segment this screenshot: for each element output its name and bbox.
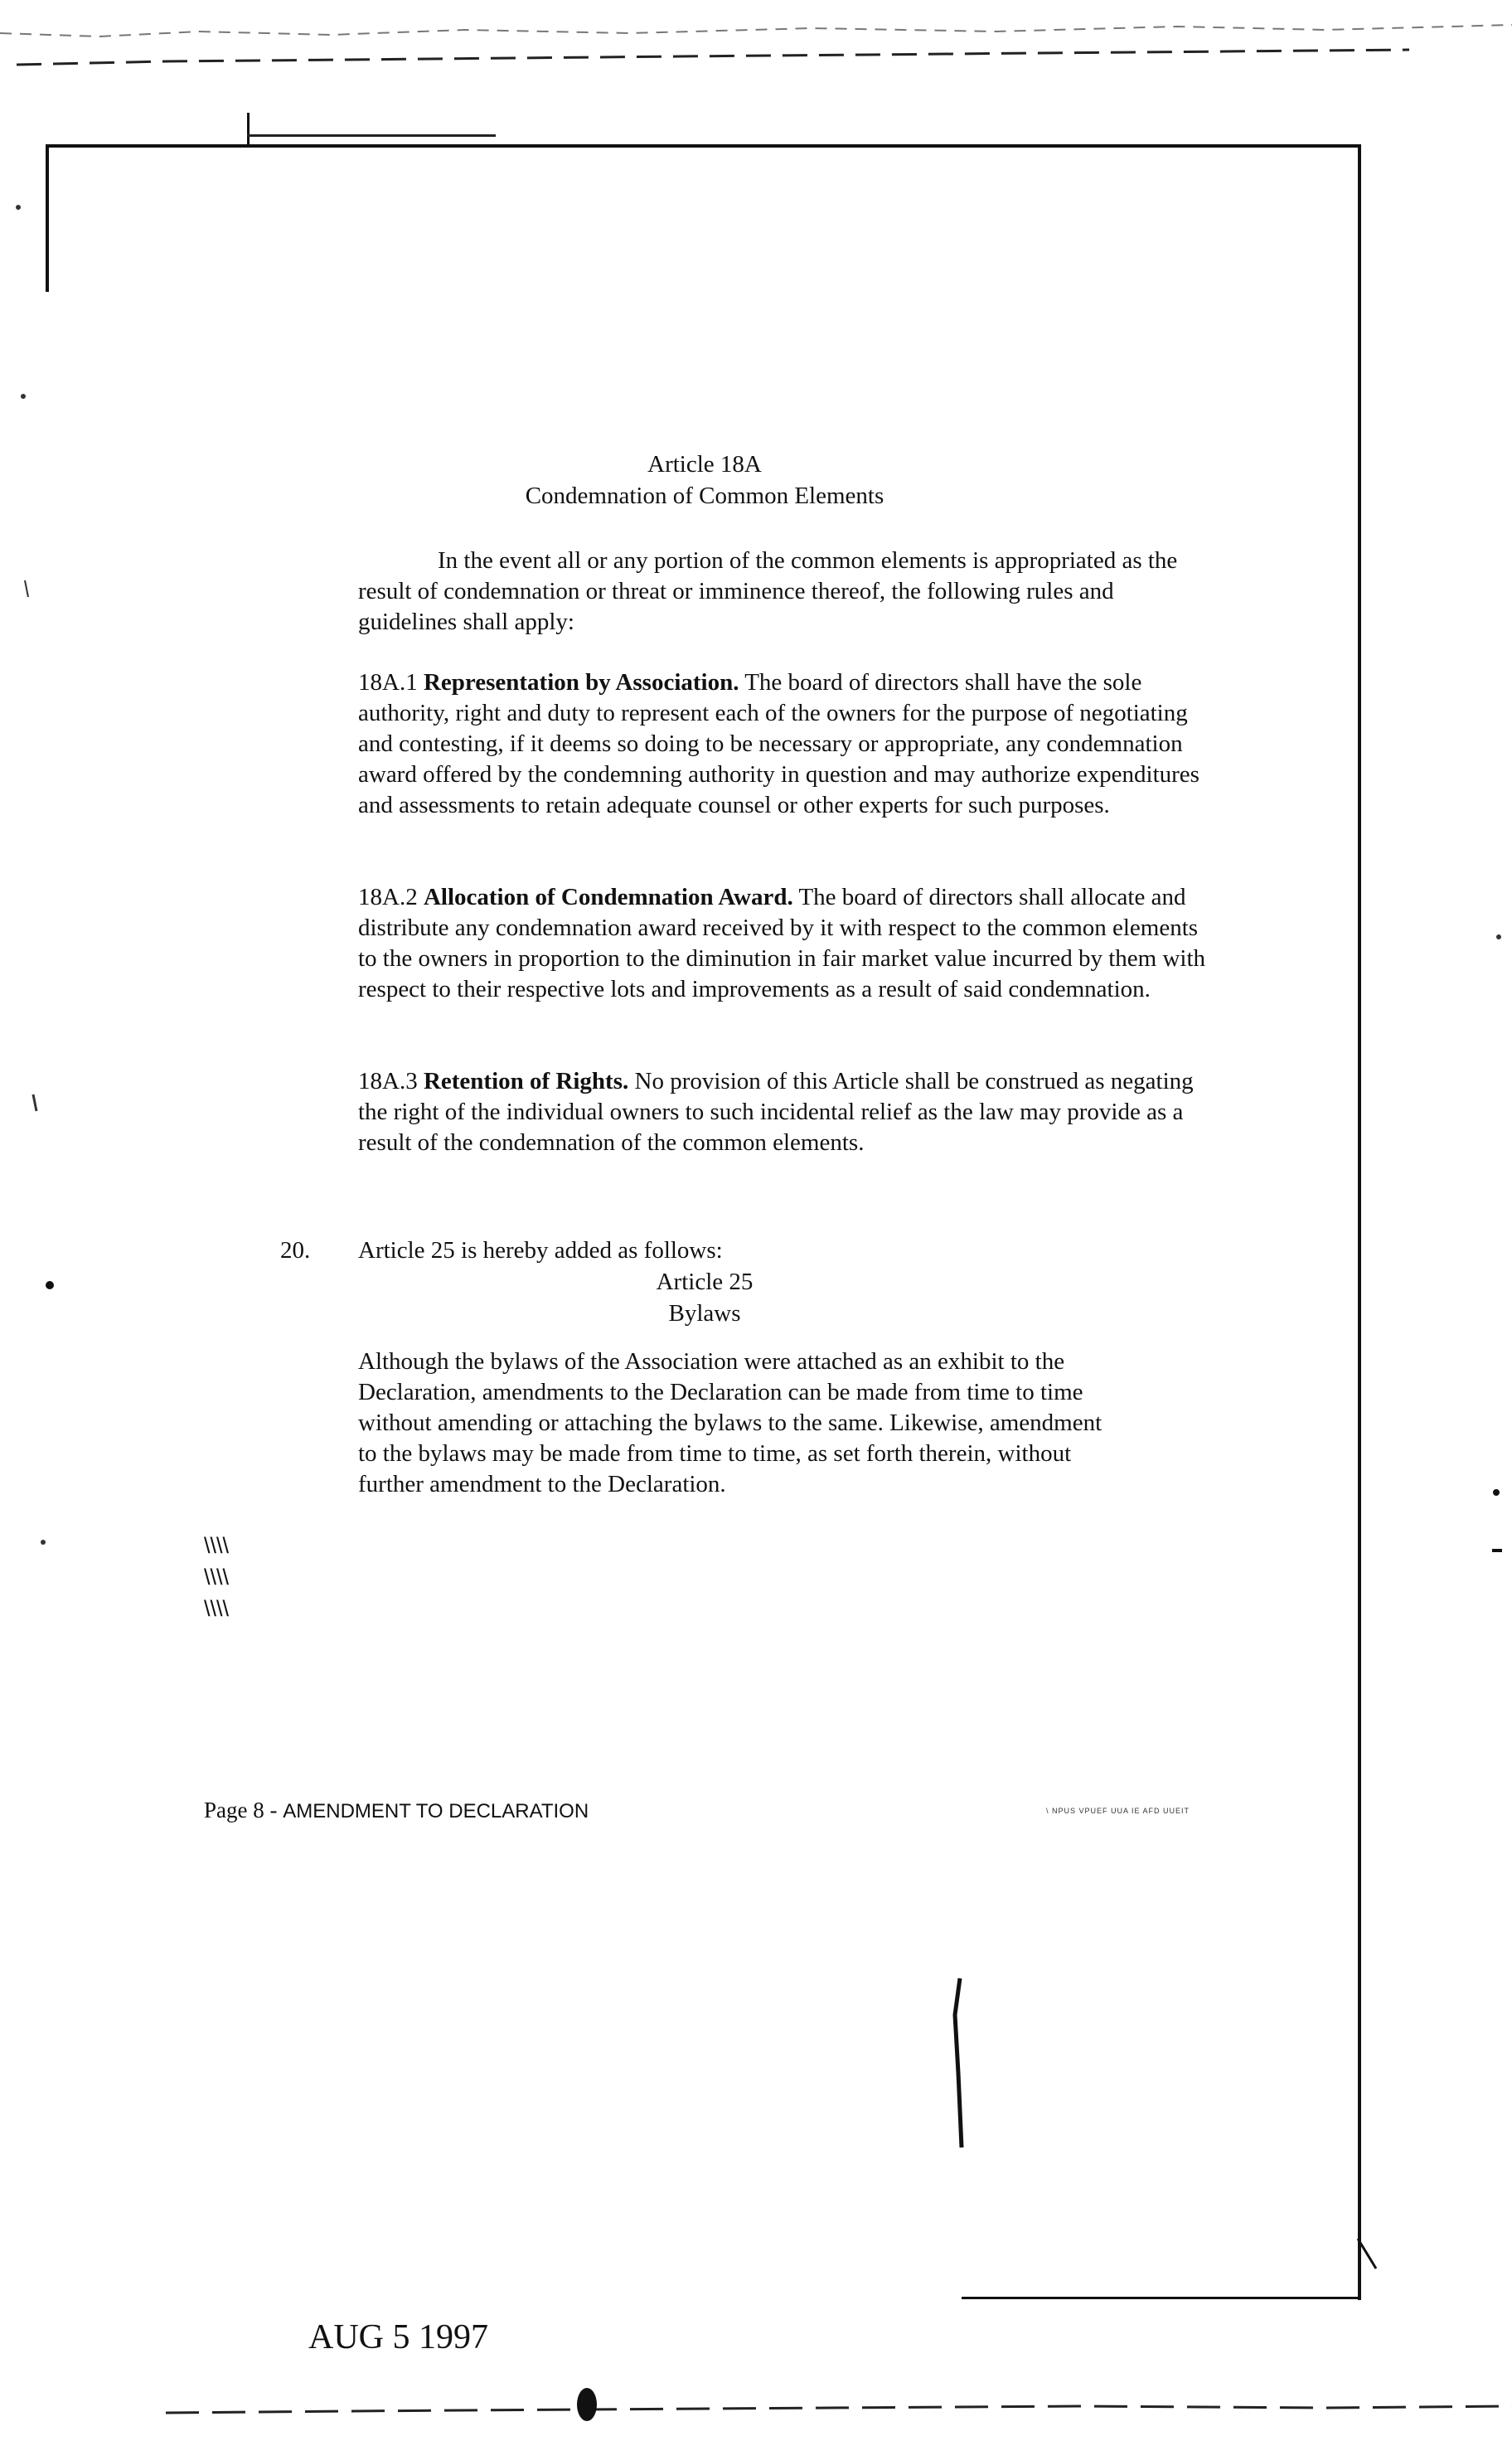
section-18a-3 <box>358 1066 1212 1158</box>
filler-mark: \\\\ <box>204 1565 230 1589</box>
section-18a-1 <box>358 667 1212 821</box>
frame-tab-vertical <box>247 113 250 144</box>
section-number: 18A.2 <box>358 884 418 910</box>
frame-bottom-border <box>962 2297 1361 2299</box>
article-18a-intro: In the event all or any portion of the common elements is appropriated as the result of condemnation or threat or imminence thereof, the following rules and guidelines shall apply: <box>358 547 1178 635</box>
filler-mark: \\\\ <box>204 1533 230 1558</box>
frame-left-border <box>46 144 49 292</box>
section-text: The board of directors shall have the sole authority, right and duty to represent each of the owners for the purpose of negotiating and contesting, if it deems so doing to be necessary or appropriate, any condemnation award offered by the condemning authority in question and may authorize expenditures and assessments to retain adequate counsel or other experts for such purposes. <box>358 669 1199 818</box>
page-number: Page 8 - <box>204 1798 278 1822</box>
section-number: 18A.1 <box>358 669 418 696</box>
filler-mark: \\\\ <box>204 1596 230 1621</box>
section-number: 18A.3 <box>358 1068 418 1094</box>
document-code: \ NPUS VPUEF UUA IE AFD UUEIT <box>1046 1807 1190 1815</box>
article-18a-subtitle: Condemnation of Common Elements <box>525 483 884 509</box>
section-18a-2 <box>358 882 1212 1005</box>
article-25-body: Although the bylaws of the Association were attached as an exhibit to the Declaration, amendments to the Declaration can be made from time to time without amending or attaching the bylaws to the same. Likewise, amendment to the bylaws may be made from time to time, as set forth therein, without further amendment to the Declaration. <box>358 1348 1102 1497</box>
section-text: The board of directors shall allocate and distribute any condemnation award received by it with respect to the common elements to the owners in proportion to the diminution in fair market value incurred by them with respect to their respective lots and improvements as a result of said condemnation. <box>358 884 1206 1002</box>
item-20-text: Article 25 is hereby added as follows: <box>358 1237 723 1264</box>
section-heading: Representation by Association. <box>423 669 739 696</box>
section-heading: Allocation of Condemnation Award. <box>423 884 793 910</box>
article-25-subtitle: Bylaws <box>668 1300 741 1327</box>
section-text: No provision of this Article shall be construed as negating the right of the individual owners to such incidental relief as the law may provide as a result of the condemnation of the common elements. <box>358 1068 1194 1156</box>
frame-top-border <box>46 144 1360 148</box>
article-25-title: Article 25 <box>656 1269 754 1295</box>
item-20-number: 20. <box>280 1237 311 1264</box>
page-footer <box>204 1796 589 1826</box>
document-title: AMENDMENT TO DECLARATION <box>283 1800 589 1822</box>
date-stamp: AUG 5 1997 <box>308 2318 488 2356</box>
section-heading: Retention of Rights. <box>423 1068 629 1094</box>
article-18a-title: Article 18A <box>647 451 762 478</box>
frame-tab-horizontal <box>247 134 496 137</box>
